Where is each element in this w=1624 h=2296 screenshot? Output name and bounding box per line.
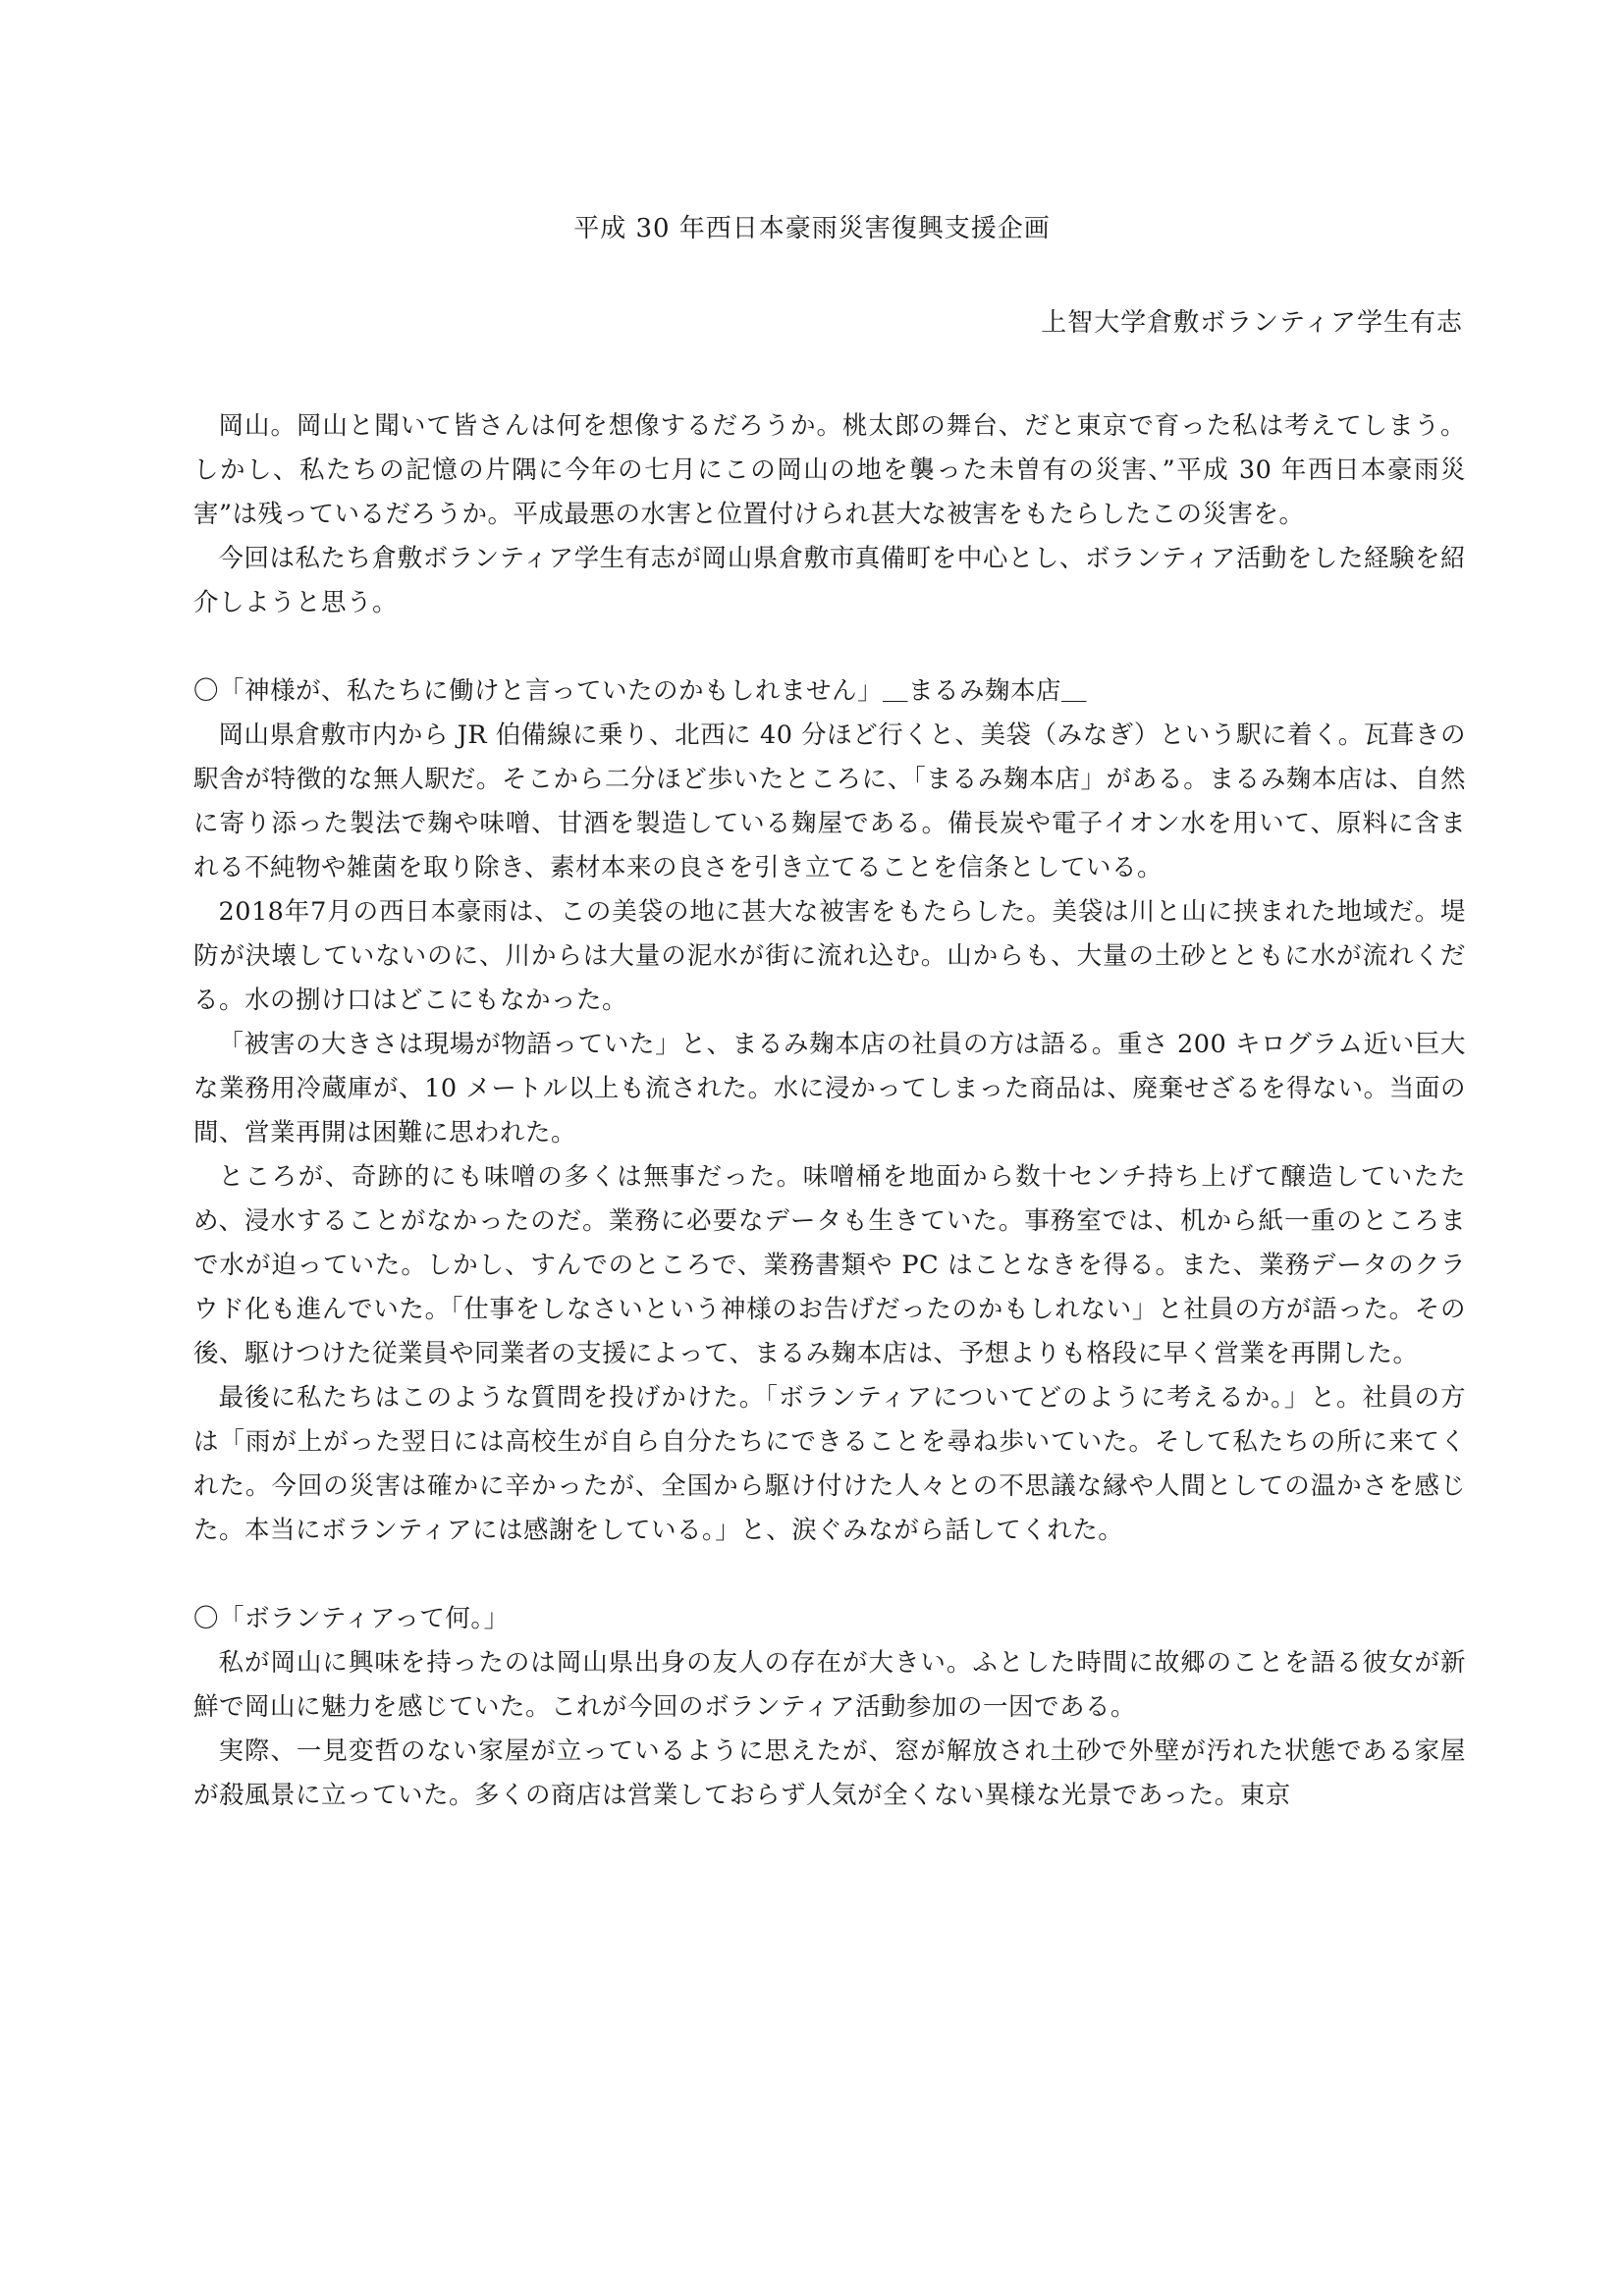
body-paragraph: ところが、奇跡的にも味噌の多くは無事だった。味噌桶を地面から数十センチ持ち上げて醸造していたため、浸水することがなかったのだ。業務に必要なデータも生きていた。事務室では、机から紙一重のところまで水が迫っていた。しかし、すんでのところで、業務書類や PC はことなきを得る。また、業務データのクラウド化も進んでいた。「仕事をしなさいという神様のお告げだったのかもしれない」と社員の方が語った。その後、駆けつけた従業員や同業者の支援によって、まるみ麹本店は、予想よりも格段に早く営業を再開した。 [193,1162,1466,1368]
body-paragraph: 私が岡山に興味を持ったのは岡山県出身の友人の存在が大きい。ふとした時間に故郷のことを語る彼女が新鮮で岡山に魅力を感じていた。これが今回のボランティア活動参加の一因である。 [193,1648,1466,1722]
document-title: 平成 30 年西日本豪雨災害復興支援企画 [573,214,1051,243]
intro-paragraph: 岡山。岡山と聞いて皆さんは何を想像するだろうか。桃太郎の舞台、だと東京で育った私は考えてしまう。しかし、私たちの記憶の片隅に今年の七月にこの岡山の地を襲った未曽有の災害、”平成 30 年西日本豪雨災害”は残っているだろうか。平成最悪の水害と位置付けられ甚大な被害をもたらしたこの災害を。 [193,411,1466,529]
section-gap [193,625,1466,669]
body-paragraph: 「被害の大きさは現場が物語っていた」と、まるみ麹本店の社員の方は語る。重さ 200 キログラム近い巨大な業務用冷蔵庫が、10 メートル以上も流された。水に浸かってしまった商品は、廃棄せざるを得ない。当面の間、営業再開は困難に思われた。 [193,1030,1466,1148]
body-paragraph: 2018年7月の西日本豪雨は、この美袋の地に甚大な被害をもたらした。美袋は川と山に挟まれた地域だ。堤防が決壊していないのに、川からは大量の泥水が街に流れ込む。山からも、大量の土砂とともに水が流れくだる。水の捌け口はどこにもなかった。 [193,897,1466,1015]
document-body [193,404,1466,1818]
section-heading: 〇「神様が、私たちに働けと言っていたのかもしれません」＿まるみ麹本店＿ [193,676,1088,706]
document-author: 上智大学倉敷ボランティア学生有志 [1041,308,1463,338]
section-gap [193,1553,1466,1597]
intro-paragraph: 今回は私たち倉敷ボランティア学生有志が岡山県倉敷市真備町を中心とし、ボランティア活動をした経験を紹介しようと思う。 [193,544,1466,617]
body-paragraph: 岡山県倉敷市内から JR 伯備線に乗り、北西に 40 分ほど行くと、美袋（みなぎ）という駅に着く。瓦葺きの駅舎が特徴的な無人駅だ。そこから二分ほど歩いたところに、「まるみ麹本店」がある。まるみ麹本店は、自然に寄り添った製法で麹や味噌、甘酒を製造している麹屋である。備長炭や電子イオン水を用いて、原料に含まれる不純物や雑菌を取り除き、素材本来の良さを引き立てることを信条としている。 [193,721,1466,882]
body-paragraph: 実際、一見変哲のない家屋が立っているように思えたが、窓が解放され土砂で外壁が汚れた状態である家屋が殺風景に立っていた。多くの商店は営業しておらず人気が全くない異様な光景であった。東京 [193,1736,1466,1810]
section-heading: 〇「ボランティアって何。」 [193,1604,510,1633]
body-paragraph: 最後に私たちはこのような質問を投げかけた。「ボランティアについてどのように考えるか。」と。社員の方は「雨が上がった翌日には高校生が自ら自分たちにできることを尋ね歩いていた。そして私たちの所に来てくれた。今回の災害は確かに辛かったが、全国から駆け付けた人々との不思議な縁や人間としての温かさを感じた。本当にボランティアには感謝をしている。」と、涙ぐみながら話してくれた。 [193,1383,1466,1545]
